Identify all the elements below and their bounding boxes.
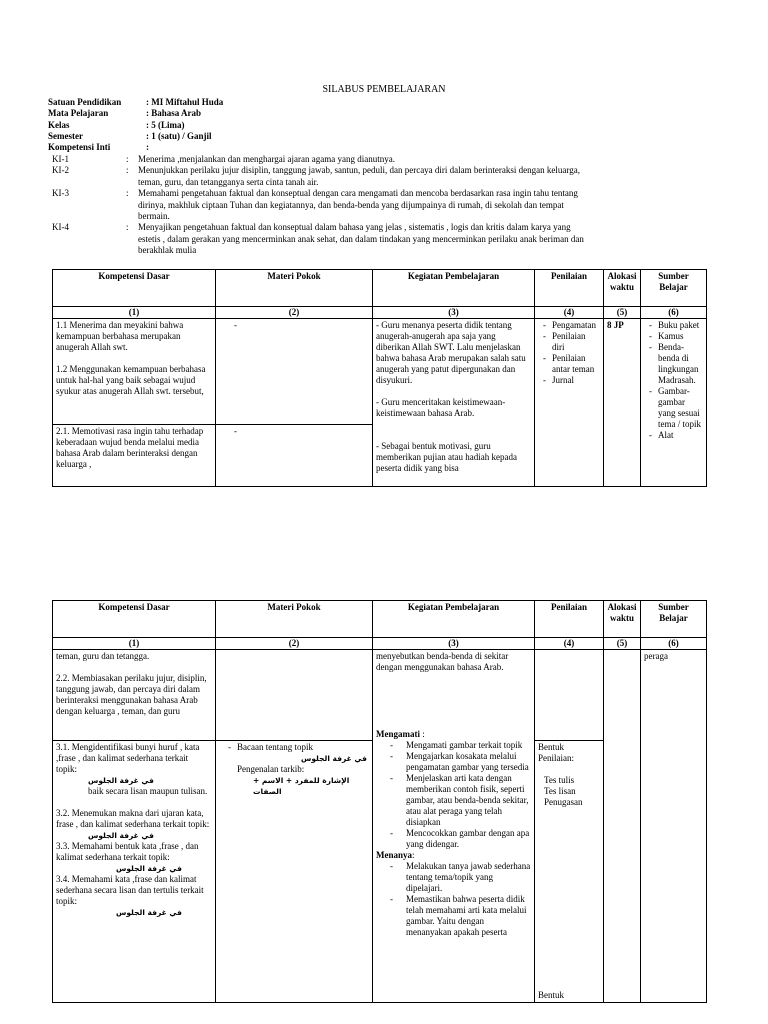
header-alokasi: Alokasi waktu — [604, 270, 641, 307]
kd-cell: 2.1. Memotivasi rasa ingin tahu terhadap keberadaan wujud benda melalui media bahasa Arab dalam berinteraksi dengan keluarga , — [53, 425, 216, 487]
document-title: SILABUS PEMBELAJARAN — [322, 84, 446, 95]
arabic-topic: في غرفة الجلوس — [116, 908, 182, 917]
header-materi-pokok: Materi Pokok — [216, 270, 373, 307]
ki-row: KI-1 : Menerima ,menjalankan dan menghargai ajaran agama yang dianutnya. — [52, 154, 395, 164]
kd-cell: 1.1 Menerima dan meyakini bahwa kemampuan berbahasa merupakan anugerah Allah swt. 1.2 Menggunakan kemampuan berbahasa untuk hal-hal yang baik sebagai wujud syukur atas anugerah Allah swt. tersebut, — [53, 319, 216, 425]
kd-cell: 3.1. Mengidentifikasi bunyi huruf , kata ,frase , dan kalimat sederhana terkait topik: في غرفة الجلوس baik secara lisan maupun tulisan. 3.2. Menemukan makna dari ujaran kata, frase , dan kalimat sederhana terkait topik: في غرفة الجلوس 3.3. Memahami bentuk kata ,frase , dan kalimat sederhana terkait topik: في غرفة الجلوس 3.4. Memahami kata ,frase dan kalimat sederhana secara lisan dan tertulis terkait topik: في غرفة الجلوس — [53, 741, 216, 1003]
header-materi-pokok: Materi Pokok — [216, 601, 373, 638]
arabic-topic: في غرفة الجلوس — [301, 754, 367, 763]
arabic-topic: في غرفة الجلوس — [116, 864, 182, 873]
penilaian-cell — [535, 650, 604, 741]
table-header-row — [53, 601, 707, 638]
sumber-cell: - Buku paket - Kamus - Benda-benda di lingkungan Madrasah. - Gambar-gambar yang sesuai tema / topik - Alat — [641, 319, 707, 487]
syllabus-table-2 — [52, 600, 707, 1003]
penilaian-cell: - Pengamatan - Penilaian diri - Penilaian antar teman - Jurnal — [535, 319, 604, 487]
header-kompetensi-dasar: Kompetensi Dasar — [53, 270, 216, 307]
meta-row: Mata Pelajaran : Bahasa Arab — [48, 108, 202, 119]
arabic-topic: في غرفة الجلوس — [88, 831, 154, 840]
alokasi-cell: 8 JP — [604, 319, 641, 487]
meta-row: Kompetensi Inti : — [48, 142, 149, 153]
mp-cell: - — [216, 425, 373, 487]
column-number-row: (1) (2) (3) (4) (5) (6) — [53, 307, 707, 319]
header-kegiatan: Kegiatan Pembelajaran — [373, 270, 535, 307]
meta-row: Semester : 1 (satu) / Ganjil — [48, 130, 212, 141]
kd-cell: teman, guru dan tetangga. 2.2. Membiasakan perilaku jujur, disiplin, tanggung jawab, dan percaya diri dalam berinteraksi menggunakan bahasa Arab dengan keluarga , teman, dan guru — [53, 650, 216, 741]
mp-cell — [216, 650, 373, 741]
table-header-row — [53, 270, 707, 307]
header-penilaian: Penilaian — [535, 601, 604, 638]
arabic-tarkib: الإشارة للمفرد + الاسم + الصفات — [253, 776, 350, 796]
identity-block — [48, 97, 223, 153]
kegiatan-cell: menyebutkan benda-benda di sekitar dengan menggunakan bahasa Arab. Mengamati : - Mengamati gambar terkait topik - Mengajarkan kosakata melalui pengamatan gambar yang tersedia - Menjelaskan arti kata dengan memberikan contoh fisik, seperti gambar, atau benda-benda sekitar, atau alat peraga yang telah disiapkan - Mencocokkan gambar dengan apa yang didengar. Menanya: - Melakukan tanya jawab sederhana tentang tema/topik yang dipelajari. - Memastikan bahwa peserta didik telah memahami arti kata melalui gambar. Yaitu dengan menanyakan apakah peserta — [373, 650, 535, 1003]
mp-cell: - Bacaan tentang topik في غرفة الجلوس Pengenalan tarkib: الإشارة للمفرد + الاسم + الصفات — [216, 741, 373, 1003]
alokasi-cell — [604, 650, 641, 1003]
kegiatan-cell: - Guru menanya peserta didik tentang anugerah-anugerah apa saja yang diberikan Allah SWT. Lalu menjelaskan bahwa bahasa Arab merupakan salah satu anugerah yang patut dipergunakan dan disyukuri. - Guru menceritakan keistimewaan-keistimewaan bahasa Arab. - Sebagai bentuk motivasi, guru memberikan pujian atau hadiah kepada peserta didik yang bisa — [373, 319, 535, 487]
table-row — [53, 319, 707, 425]
ki-row: KI-4 : Menyajikan pengetahuan faktual dan konseptual dalam bahasa yang jelas , sistematis , logis dan kritis dalam karya yang estetis , dalam gerakan yang mencerminkan anak sehat, dan dalam tindakan yang mencerminkan perilaku anak beriman dan berakhlak mulia — [52, 222, 584, 256]
header-kegiatan: Kegiatan Pembelajaran — [373, 601, 535, 638]
syllabus-table-1 — [52, 269, 707, 487]
kompetensi-inti-list — [52, 154, 592, 257]
sumber-cell: peraga — [641, 650, 707, 1003]
mp-cell: - — [216, 319, 373, 425]
header-penilaian: Penilaian — [535, 270, 604, 307]
ki-row: KI-2 : Menunjukkan perilaku jujur disiplin, tanggung jawab, santun, peduli, dan percaya diri dalam berinteraksi dengan keluarga, teman, guru, dan tetangganya serta cinta tanah air. — [52, 165, 580, 187]
header-kompetensi-dasar: Kompetensi Dasar — [53, 601, 216, 638]
meta-row: Satuan Pendidikan : MI Miftahul Huda — [48, 97, 224, 107]
arabic-topic: في غرفة الجلوس — [88, 776, 154, 785]
table-row — [53, 650, 707, 741]
penilaian-cell: Bentuk Penilaian: Tes tulis Tes lisan Penugasan Bentuk — [535, 741, 604, 1003]
ki-row: KI-3 : Memahami pengetahuan faktual dan konseptual dengan cara mengamati dan mencoba berdasarkan rasa ingin tahu tentang dirinya, makhluk ciptaan Tuhan dan kegiatannya, dan benda-benda yang dijumpainya di rumah, di sekolah dan tempat bermain. — [52, 188, 578, 222]
header-sumber: Sumber Belajar — [641, 601, 707, 638]
header-sumber: Sumber Belajar — [641, 270, 707, 307]
meta-row: Kelas : 5 (Lima) — [48, 119, 185, 130]
header-alokasi: Alokasi waktu — [604, 601, 641, 638]
column-number-row: (1) (2) (3) (4) (5) (6) — [53, 638, 707, 650]
